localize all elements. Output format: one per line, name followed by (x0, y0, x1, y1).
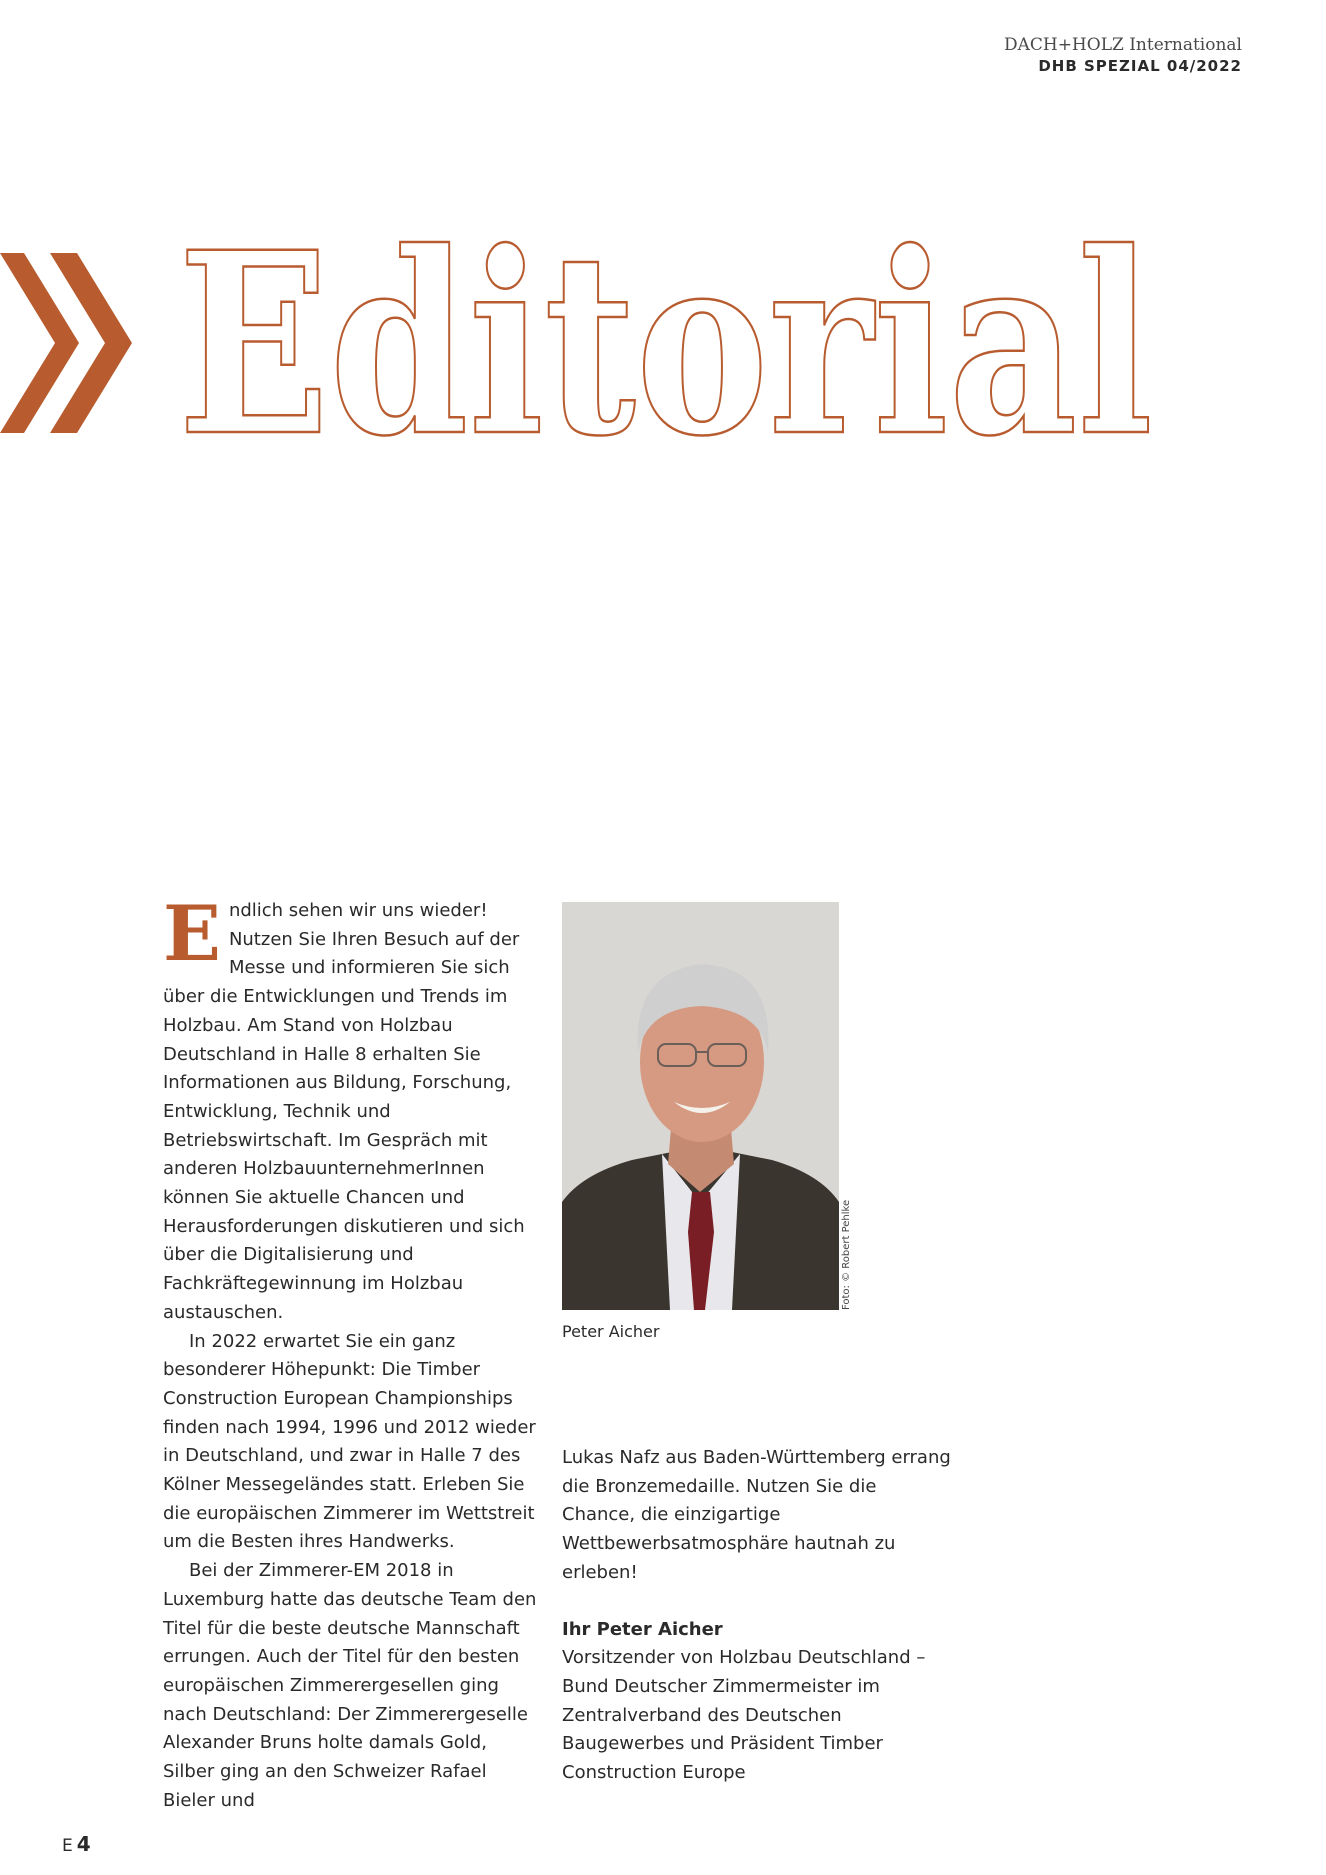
signature-role: Vorsitzender von Holzbau Deutschland – Bund Deutscher Zimmermeister im Zentralverband des Deutschen Baugewerbes und Präsident Timber Construction Europe (562, 1647, 926, 1784)
signature-name: Ihr Peter Aicher (562, 1618, 723, 1640)
article-paragraph-2: In 2022 erwartet Sie ein ganz besonderer Höhepunkt: Die Timber Construction European Championships finden nach 1994, 1996 und 2012 wieder in Deutschland, und zwar in Halle 7 des Kölner Messegeländes statt. Erleben Sie die europäischen Zimmerer im Wettstreit um die Besten ihres Handwerks. (163, 1330, 536, 1553)
running-header (1004, 34, 1242, 76)
article-column-right (562, 1444, 952, 1788)
issue-label: DHB SPEZIAL 04/2022 (1038, 57, 1242, 75)
article-paragraph-3: Bei der Zimmerer-EM 2018 in Luxemburg hatte das deutsche Team den Titel für die beste deutsche Mannschaft errungen. Auch der Titel für den besten europäischen Zimmerergesellen ging nach Deutschland: Der Zimmerergeselle Alexander Bruns holte damals Gold, Silber ging an den Schweizer Rafael Bieler und (163, 1560, 537, 1811)
chevron-arrows-icon (0, 253, 135, 433)
spacer (562, 1588, 952, 1616)
publication-name: DACH+HOLZ International (1003, 35, 1242, 55)
photo-caption: Peter Aicher (562, 1322, 660, 1341)
article-column-left (163, 889, 538, 1816)
drop-cap: E (163, 889, 221, 978)
folio-section: E (62, 1836, 73, 1856)
article-paragraph-1 (163, 889, 538, 1328)
portrait-photo (562, 902, 839, 1310)
paragraph-1-text: ndlich sehen wir uns wieder! Nutzen Sie Ihren Besuch auf der Messe und informieren Sie sich über die Entwicklungen und Trends im Holzbau. Am Stand von Holzbau Deutschland in Halle 8 erhalten Sie Informationen aus Bildung, Forschung, Entwicklung, Technik und Betriebswirtschaft. Im Gespräch mit anderen HolzbauunternehmerInnen können Sie aktuelle Chancen und Herausforderungen diskutieren und sich über die Digitalisierung und Fachkräftegewinnung im Holzbau austauschen. (163, 900, 525, 1323)
article-paragraph-4: Lukas Nafz aus Baden-Württemberg errang die Bronzemedaille. Nutzen Sie die Chance, die einzigartige Wettbewerbsatmosphäre hautnah zu erleben! (562, 1447, 951, 1583)
page-folio (62, 1832, 91, 1856)
page-number: 4 (76, 1832, 91, 1856)
photo-credit: Foto: © Robert Pehlke (841, 1199, 852, 1310)
title-text: Editorial (178, 197, 1153, 491)
page-title (178, 197, 1158, 491)
